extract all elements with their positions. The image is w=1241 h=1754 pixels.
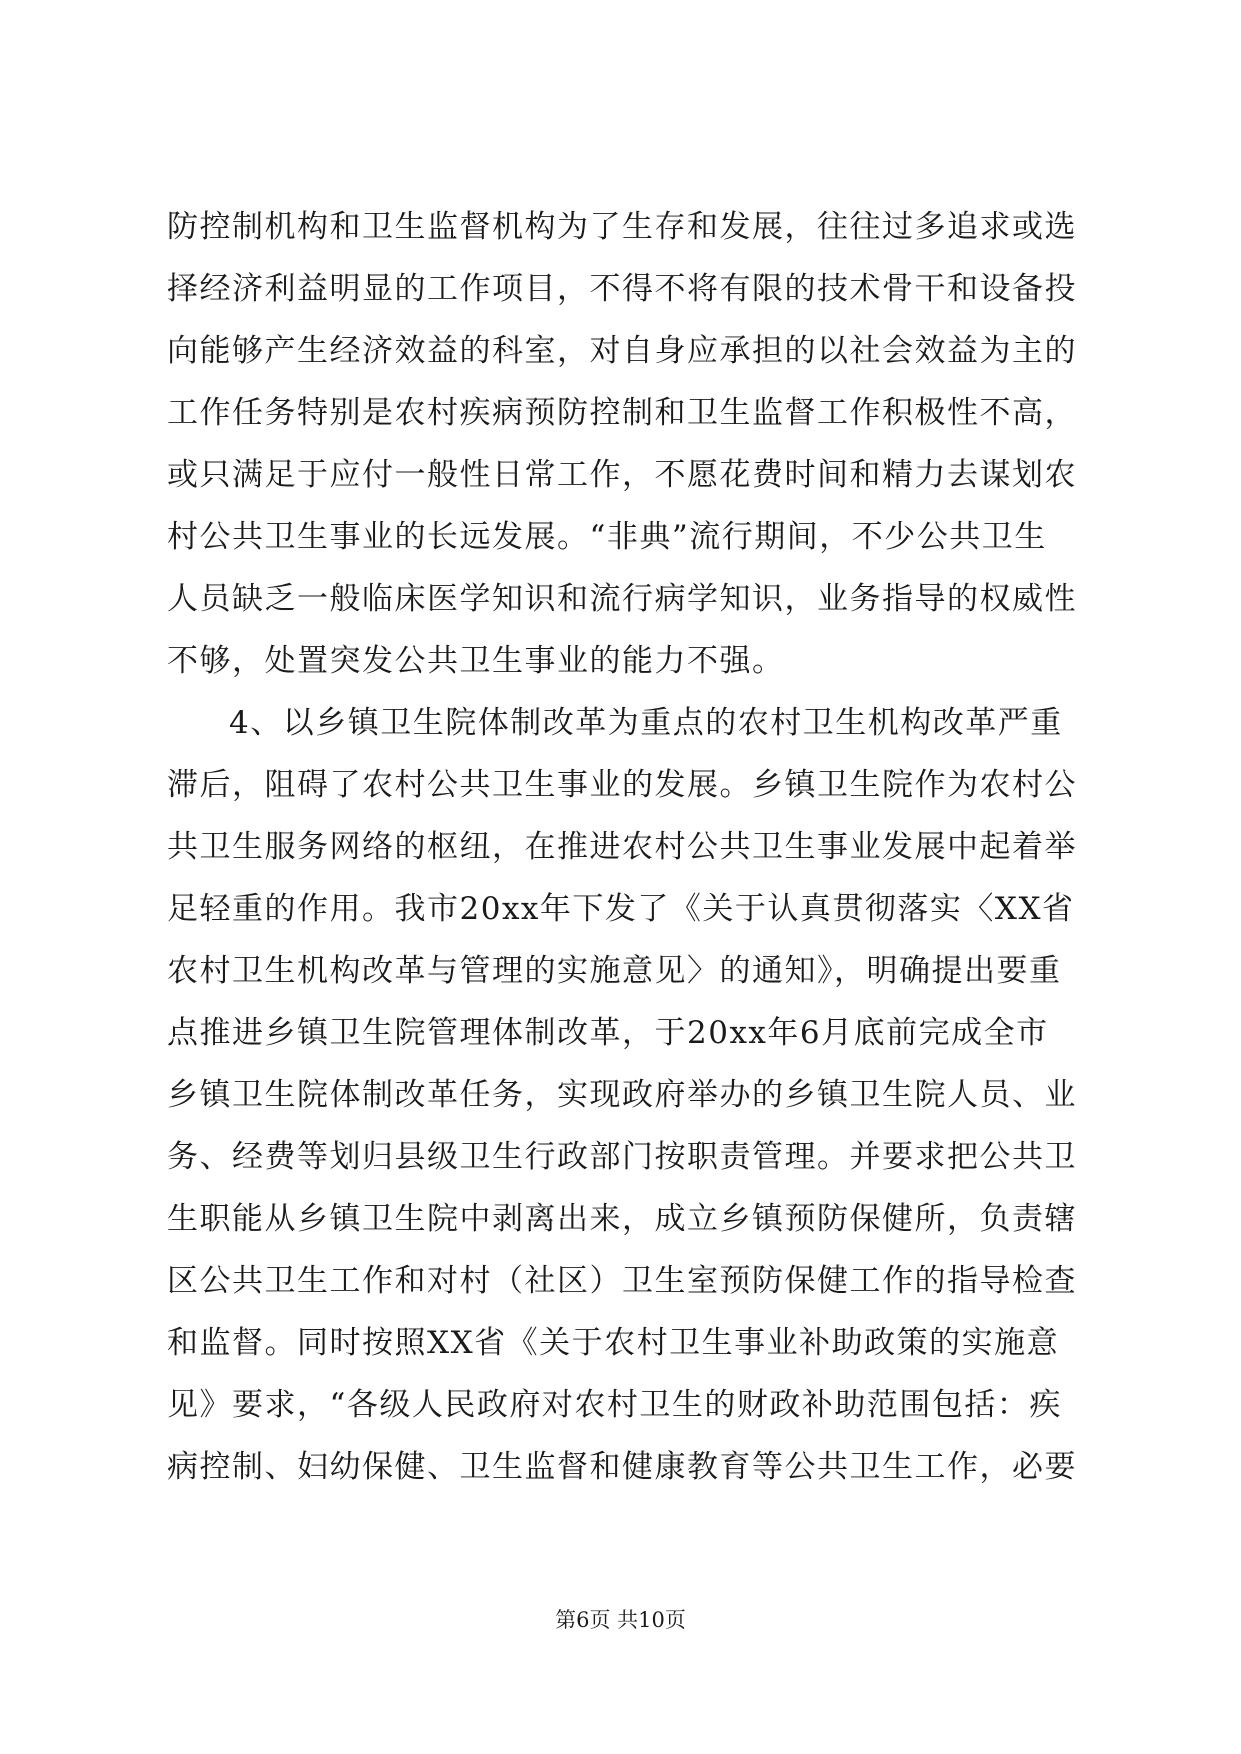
body-line: 病控制、妇幼保健、卫生监督和健康教育等公共卫生工作，必要 [167, 1449, 1077, 1485]
body-line: 向能够产生经济效益的科室，对自身应承担的以社会效益为主的 [167, 333, 1077, 369]
page-footer [0, 1605, 1241, 1635]
page-number: 第6页 共10页 [555, 1608, 686, 1632]
body-line: 务、经费等划归县级卫生行政部门按职责管理。并要求把公共卫 [167, 1139, 1077, 1175]
body-line: 生职能从乡镇卫生院中剥离出来，成立乡镇预防保健所，负责辖 [167, 1201, 1077, 1237]
body-line: 区公共卫生工作和对村（社区）卫生室预防保健工作的指导检查 [167, 1263, 1077, 1299]
body-line: 人员缺乏一般临床医学知识和流行病学知识，业务指导的权威性 [167, 581, 1077, 617]
body-line: 不够，处置突发公共卫生事业的能力不强。 [167, 643, 785, 679]
body-line: 防控制机构和卫生监督机构为了生存和发展，往往过多追求或选 [167, 209, 1077, 245]
body-line: 共卫生服务网络的枢纽，在推进农村公共卫生事业发展中起着举 [167, 829, 1077, 865]
body-line: 足轻重的作用。我市20xx年下发了《关于认真贯彻落实〈XX省 [167, 891, 1075, 927]
body-line: 见》要求，“各级人民政府对农村卫生的财政补助范围包括：疾 [167, 1387, 1062, 1423]
body-line: 或只满足于应付一般性日常工作，不愿花费时间和精力去谋划农 [167, 457, 1077, 493]
body-line: 工作任务特别是农村疾病预防控制和卫生监督工作积极性不高， [167, 395, 1077, 431]
body-line: 滞后，阻碍了农村公共卫生事业的发展。乡镇卫生院作为农村公 [167, 767, 1077, 803]
body-line: 点推进乡镇卫生院管理体制改革，于20xx年6月底前完成全市 [167, 1015, 1049, 1051]
document-body [167, 196, 1087, 1498]
body-line: 乡镇卫生院体制改革任务，实现政府举办的乡镇卫生院人员、业 [167, 1077, 1077, 1113]
body-line: 农村卫生机构改革与管理的实施意见〉的通知》，明确提出要重 [167, 953, 1062, 989]
body-line: 和监督。同时按照XX省《关于农村卫生事业补助政策的实施意 [167, 1325, 1060, 1361]
paragraph-start-line: 4、以乡镇卫生院体制改革为重点的农村卫生机构改革严重 [229, 705, 1063, 741]
body-line: 村公共卫生事业的长远发展。“非典”流行期间，不少公共卫生 [167, 519, 1047, 555]
body-line: 择经济利益明显的工作项目，不得不将有限的技术骨干和设备投 [167, 271, 1077, 307]
